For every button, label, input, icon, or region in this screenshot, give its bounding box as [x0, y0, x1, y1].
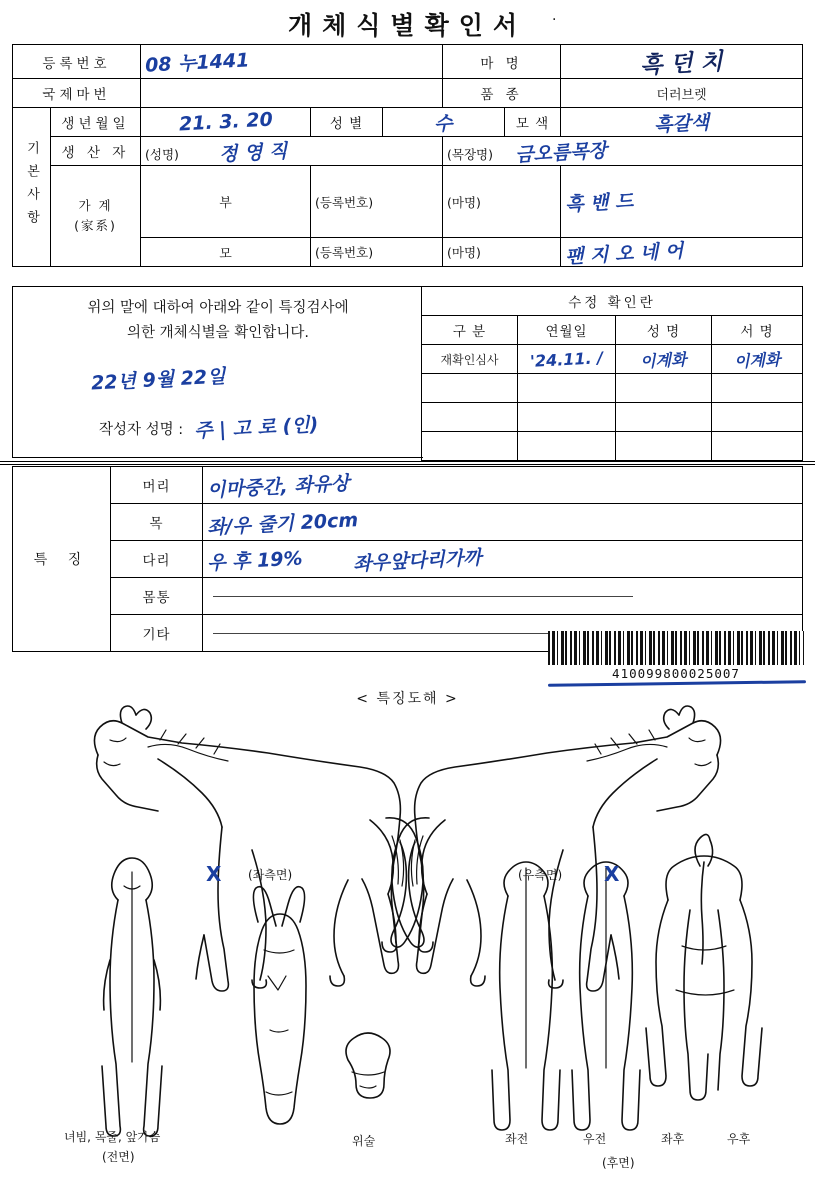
- correction-row3-division: [422, 432, 518, 461]
- characteristics-label: 특 징: [13, 467, 111, 652]
- sire-name-value-cell: [561, 166, 803, 238]
- label-hind-left: 좌후: [661, 1132, 685, 1146]
- char-key-head: 머리: [111, 467, 203, 504]
- mark-x-right-side: X: [604, 862, 620, 886]
- correction-row0-sign-cell: [712, 345, 803, 374]
- horse-right-side-view: [392, 706, 721, 991]
- characteristics-table: [12, 466, 803, 652]
- correction-row0-sign: 이계화: [733, 349, 781, 371]
- table-row: [422, 403, 803, 432]
- correction-row0-division: 재확인심사: [422, 345, 518, 374]
- sire-reg-label: (등록번호): [315, 194, 374, 210]
- correction-row3-name: [616, 432, 712, 461]
- section-divider: [0, 461, 815, 462]
- char-value-head: 이마중간, 좌유상: [206, 471, 350, 502]
- producer-name-cell: [141, 137, 443, 166]
- table-row: [13, 108, 803, 137]
- correction-title: 수정 확인란: [422, 287, 803, 316]
- sire-name-label-cell: [443, 166, 561, 238]
- horse-name-label: 마 명: [443, 45, 561, 79]
- char-value-neck-cell: [203, 504, 803, 541]
- sire-label: 부: [141, 166, 311, 238]
- table-row: [13, 45, 803, 79]
- correction-row3-sign: [712, 432, 803, 461]
- table-row: [13, 578, 803, 615]
- table-row: [422, 345, 803, 374]
- correction-row0-name-cell: [616, 345, 712, 374]
- statement-line1: 위의 말에 대하여 아래와 같이 특징검사에: [87, 300, 349, 316]
- horse-name-value-cell: [561, 45, 803, 79]
- horse-name-value: 흑 던 치: [639, 48, 724, 80]
- table-row: [13, 166, 803, 238]
- writer-value: 주 | 고 로 (인): [193, 413, 319, 443]
- correction-header-division: 구 분: [422, 316, 518, 345]
- horse-rear-view: [646, 834, 762, 1100]
- correction-row1-sign: [712, 374, 803, 403]
- dam-name-label: (마명): [447, 245, 481, 260]
- breed-value: 더러브렛: [561, 79, 803, 108]
- statement-date-value: 22년 9월 22일: [90, 365, 226, 395]
- pedigree-label-main: 가 계: [78, 198, 113, 213]
- farm-cell: [443, 137, 803, 166]
- table-row: [13, 541, 803, 578]
- title-dot: ·: [552, 12, 557, 28]
- label-front-view: (전면): [102, 1150, 135, 1164]
- farm-label: (목장명): [447, 146, 493, 162]
- char-key-legs: 다리: [111, 541, 203, 578]
- reg-no-label: 등록번호: [13, 45, 141, 79]
- sire-name-value: 흑 밴 드: [564, 190, 634, 216]
- table-row: [13, 504, 803, 541]
- correction-row1-date: [518, 374, 616, 403]
- breed-label: 품 종: [443, 79, 561, 108]
- table-header-row: [422, 316, 803, 345]
- producer-name-value: 정 영 직: [218, 139, 288, 166]
- dam-reg-label: (등록번호): [315, 245, 374, 260]
- table-row: [13, 467, 803, 504]
- correction-header-sign: 서 명: [712, 316, 803, 345]
- writer-label: 작성자 성명 :: [99, 422, 184, 438]
- correction-row0-date: '24.11. /: [529, 347, 604, 371]
- sex-value-cell: [383, 108, 505, 137]
- correction-row1-division: [422, 374, 518, 403]
- sex-label: 성 별: [311, 108, 383, 137]
- pedigree-label-sub: (家系): [74, 218, 117, 233]
- dam-name-value: 팬 지 오 네 어: [564, 239, 684, 268]
- table-row: [422, 287, 803, 316]
- statement-date: [90, 365, 226, 395]
- producer-name-label: (성명): [145, 146, 179, 162]
- producer-label: 생 산 자: [51, 137, 141, 166]
- char-key-body: 몸통: [111, 578, 203, 615]
- birth-label: 생년월일: [51, 108, 141, 137]
- reg-no-value-cell: [141, 45, 443, 79]
- char-value-body-cell: [203, 578, 803, 615]
- page-title: 개체식별확인서: [287, 11, 528, 40]
- body-blank-line: [213, 596, 633, 597]
- table-row: [13, 137, 803, 166]
- horse-head-front-view: [253, 887, 306, 1124]
- dam-name-value-cell: [561, 238, 803, 267]
- birth-value-cell: [141, 108, 311, 137]
- table-row: [422, 432, 803, 461]
- correction-row0-name: 이계화: [639, 349, 688, 371]
- char-value-legs-cell: [203, 541, 803, 578]
- label-front-left: 좌전: [505, 1132, 529, 1146]
- correction-row2-sign: [712, 403, 803, 432]
- basic-section-label: 기본사항: [13, 108, 51, 267]
- sire-name-label: (마명): [447, 194, 481, 210]
- char-value-legs: 우 후 19%: [206, 547, 304, 574]
- char-value-legs-extra: 좌우앞다리가까: [352, 546, 482, 575]
- horse-front-chest-view: [102, 858, 162, 1136]
- correction-header-name: 성 명: [616, 316, 712, 345]
- sire-reg-cell: [311, 166, 443, 238]
- correction-table: [421, 286, 803, 461]
- horse-front-legs-view: [492, 862, 640, 1130]
- char-key-etc: 기타: [111, 615, 203, 652]
- table-row: [13, 79, 803, 108]
- horse-diagrams: [0, 700, 815, 1170]
- statement-line2: 의한 개체식별을 확인합니다.: [127, 325, 309, 341]
- label-hind-right: 우후: [727, 1132, 751, 1146]
- coat-value-cell: [561, 108, 803, 137]
- label-rear-view: (후면): [602, 1156, 635, 1170]
- dam-label: 모: [141, 238, 311, 267]
- dam-reg-cell: [311, 238, 443, 267]
- section-divider-2: [0, 464, 815, 465]
- table-row: [422, 374, 803, 403]
- label-front-parts: 녀빔, 목줄, 앞가슴: [64, 1130, 161, 1144]
- intl-no-label: 국제마번: [13, 79, 141, 108]
- coat-value: 흑갈색: [653, 111, 710, 136]
- correction-header-date: 연월일: [518, 316, 616, 345]
- label-left-side: (좌측면): [248, 868, 293, 882]
- char-key-neck: 목: [111, 504, 203, 541]
- correction-row2-division: [422, 403, 518, 432]
- coat-label: 모 색: [505, 108, 561, 137]
- barcode-number: 410099800025007: [612, 666, 740, 681]
- barcode-underline-mark: [548, 680, 806, 687]
- barcode-image: [548, 631, 804, 665]
- diagram-title: < 특징도해 >: [356, 691, 459, 707]
- correction-row1-name: [616, 374, 712, 403]
- intl-no-value-cell: [141, 79, 443, 108]
- label-front-right: 우전: [583, 1132, 607, 1146]
- farm-value: 금오름목장: [514, 139, 608, 166]
- correction-row2-date: [518, 403, 616, 432]
- correction-row2-name: [616, 403, 712, 432]
- pedigree-label: [51, 166, 141, 267]
- label-upper-lip: 위술: [352, 1134, 376, 1148]
- horse-left-side-view: [94, 706, 423, 991]
- char-value-head-cell: [203, 467, 803, 504]
- dam-name-label-cell: [443, 238, 561, 267]
- char-value-neck: 좌/우 줄기 20cm: [206, 508, 359, 539]
- basic-info-table: [12, 44, 803, 267]
- birth-value: 21. 3. 20: [178, 108, 273, 136]
- correction-row3-date: [518, 432, 616, 461]
- sex-value: 수: [433, 112, 454, 135]
- upper-lip-view: [346, 1033, 390, 1098]
- reg-no-value: 08 누1441: [144, 49, 250, 77]
- label-right-side: (우측면): [518, 868, 563, 882]
- mark-x-left-side: X: [206, 862, 222, 886]
- statement-block: [12, 286, 423, 458]
- statement-writer: [99, 413, 319, 443]
- correction-row0-date-cell: [518, 345, 616, 374]
